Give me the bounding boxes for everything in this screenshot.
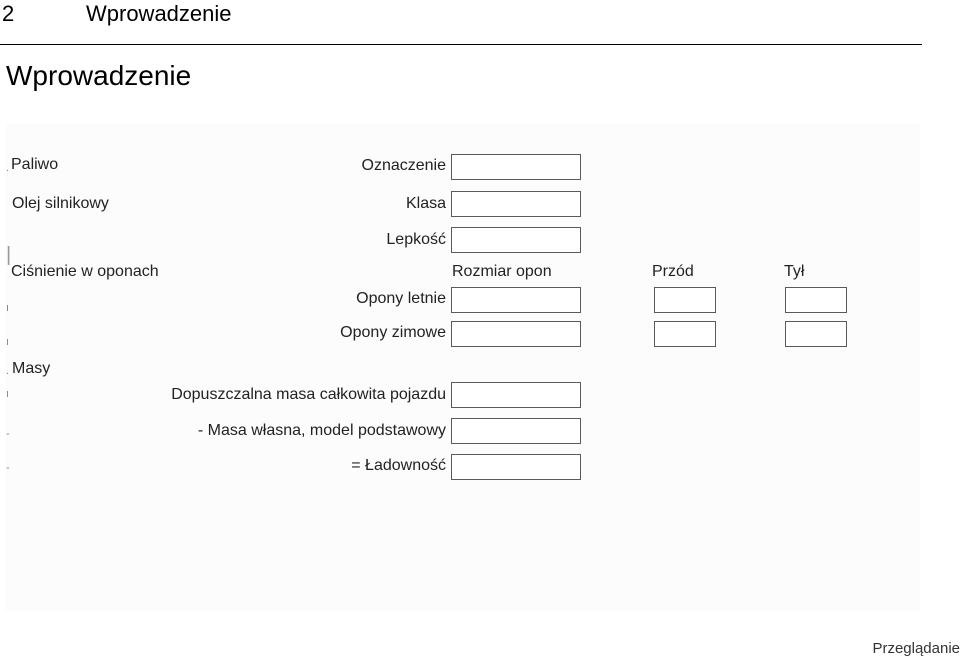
bullet-mark: -	[6, 428, 10, 440]
oil-section-label: Olej silnikowy	[12, 195, 109, 212]
section-title: Wprowadzenie	[6, 60, 192, 91]
fuel-designation-field[interactable]	[451, 154, 581, 180]
header-title: Wprowadzenie	[86, 1, 232, 26]
bullet-mark: .	[6, 365, 10, 377]
payload-field[interactable]	[451, 454, 581, 480]
oil-class-label: Klasa	[405, 195, 446, 212]
summer-tyres-label: Opony letnie	[356, 290, 446, 307]
bullet-mark: .	[6, 162, 10, 174]
fuel-designation-label: Oznaczenie	[361, 157, 446, 174]
browse-link[interactable]: Przeglądanie	[872, 640, 960, 657]
bullet-mark: ı	[6, 336, 10, 348]
vehicle-data-form	[6, 124, 920, 611]
gross-mass-field[interactable]	[451, 382, 581, 408]
summer-rear-pressure-field[interactable]	[785, 287, 847, 313]
fuel-section-label: Paliwo	[11, 156, 59, 173]
bullet-mark: ı	[6, 388, 10, 400]
masses-section-label: Masy	[12, 360, 51, 377]
tyre-size-header: Rozmiar opon	[452, 263, 552, 280]
oil-class-field[interactable]	[451, 191, 581, 217]
summer-tyre-size-field[interactable]	[451, 287, 581, 313]
bullet-mark: -	[6, 462, 10, 474]
winter-tyre-size-field[interactable]	[451, 321, 581, 347]
front-header: Przód	[652, 263, 694, 280]
summer-front-pressure-field[interactable]	[654, 287, 716, 313]
winter-rear-pressure-field[interactable]	[785, 321, 847, 347]
page-number: 2	[2, 1, 15, 26]
oil-viscosity-label: Lepkość	[386, 231, 446, 248]
winter-front-pressure-field[interactable]	[654, 321, 716, 347]
bracket-mark: |	[6, 244, 12, 266]
winter-tyres-label: Opony zimowe	[340, 324, 446, 341]
oil-viscosity-field[interactable]	[451, 227, 581, 253]
payload-label: = Ładowność	[351, 457, 446, 474]
curb-mass-label: - Masa własna, model podstawowy	[197, 422, 446, 439]
gross-mass-label: Dopuszczalna masa całkowita pojazdu	[171, 386, 446, 403]
rear-header: Tył	[784, 263, 805, 280]
tyre-pressure-label: Ciśnienie w oponach	[11, 263, 159, 280]
curb-mass-field[interactable]	[451, 418, 581, 444]
bullet-mark: ı	[6, 302, 10, 314]
page-header	[0, 0, 922, 45]
